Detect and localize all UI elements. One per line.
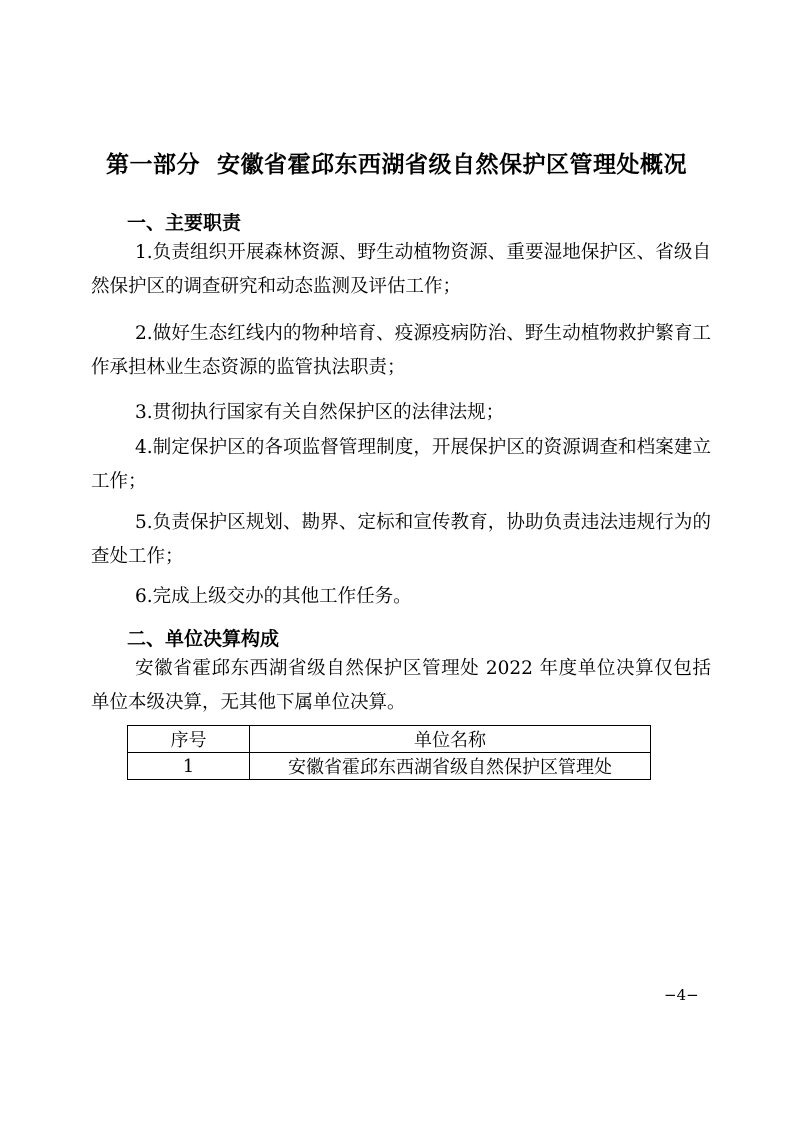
responsibility-item-1: 1.负责组织开展森林资源、野生动植物资源、重要湿地保护区、省级自然保护区的调查研究和动态监测及评估工作； xyxy=(91,242,711,297)
responsibility-item-5: 5.负责保护区规划、勘界、定标和宣传教育，协助负责违法违规行为的查处工作； xyxy=(91,512,711,567)
unit-table xyxy=(127,725,651,780)
unit-table-header-number: 序号 xyxy=(128,726,250,753)
section-heading-composition: 二、单位决算构成 xyxy=(127,628,280,650)
document-title: 第一部分 安徽省霍邱东西湖省级自然保护区管理处概况 xyxy=(105,151,687,178)
unit-table-cell-name: 安徽省霍邱东西湖省级自然保护区管理处 xyxy=(250,753,651,780)
responsibility-item-6: 6.完成上级交办的其他工作任务。 xyxy=(135,586,412,607)
unit-table-cell-number: 1 xyxy=(128,753,250,780)
section-heading-responsibilities: 一、主要职责 xyxy=(127,212,242,234)
unit-table-header-row xyxy=(128,726,651,753)
responsibility-item-4: 4.制定保护区的各项监督管理制度，开展保护区的资源调查和档案建立工作； xyxy=(91,437,711,492)
responsibility-item-3: 3.贯彻执行国家有关自然保护区的法律法规； xyxy=(135,402,505,423)
page-number: −4− xyxy=(664,986,699,1004)
unit-table-header-name: 单位名称 xyxy=(250,726,651,753)
composition-paragraph: 安徽省霍邱东西湖省级自然保护区管理处 2022 年度单位决算仅包括单位本级决算，无其他下属单位决算。 xyxy=(91,658,711,713)
table-row xyxy=(128,753,651,780)
responsibility-item-2: 2.做好生态红线内的物种培育、疫源疫病防治、野生动植物救护繁育工作承担林业生态资源的监管执法职责； xyxy=(91,323,711,378)
